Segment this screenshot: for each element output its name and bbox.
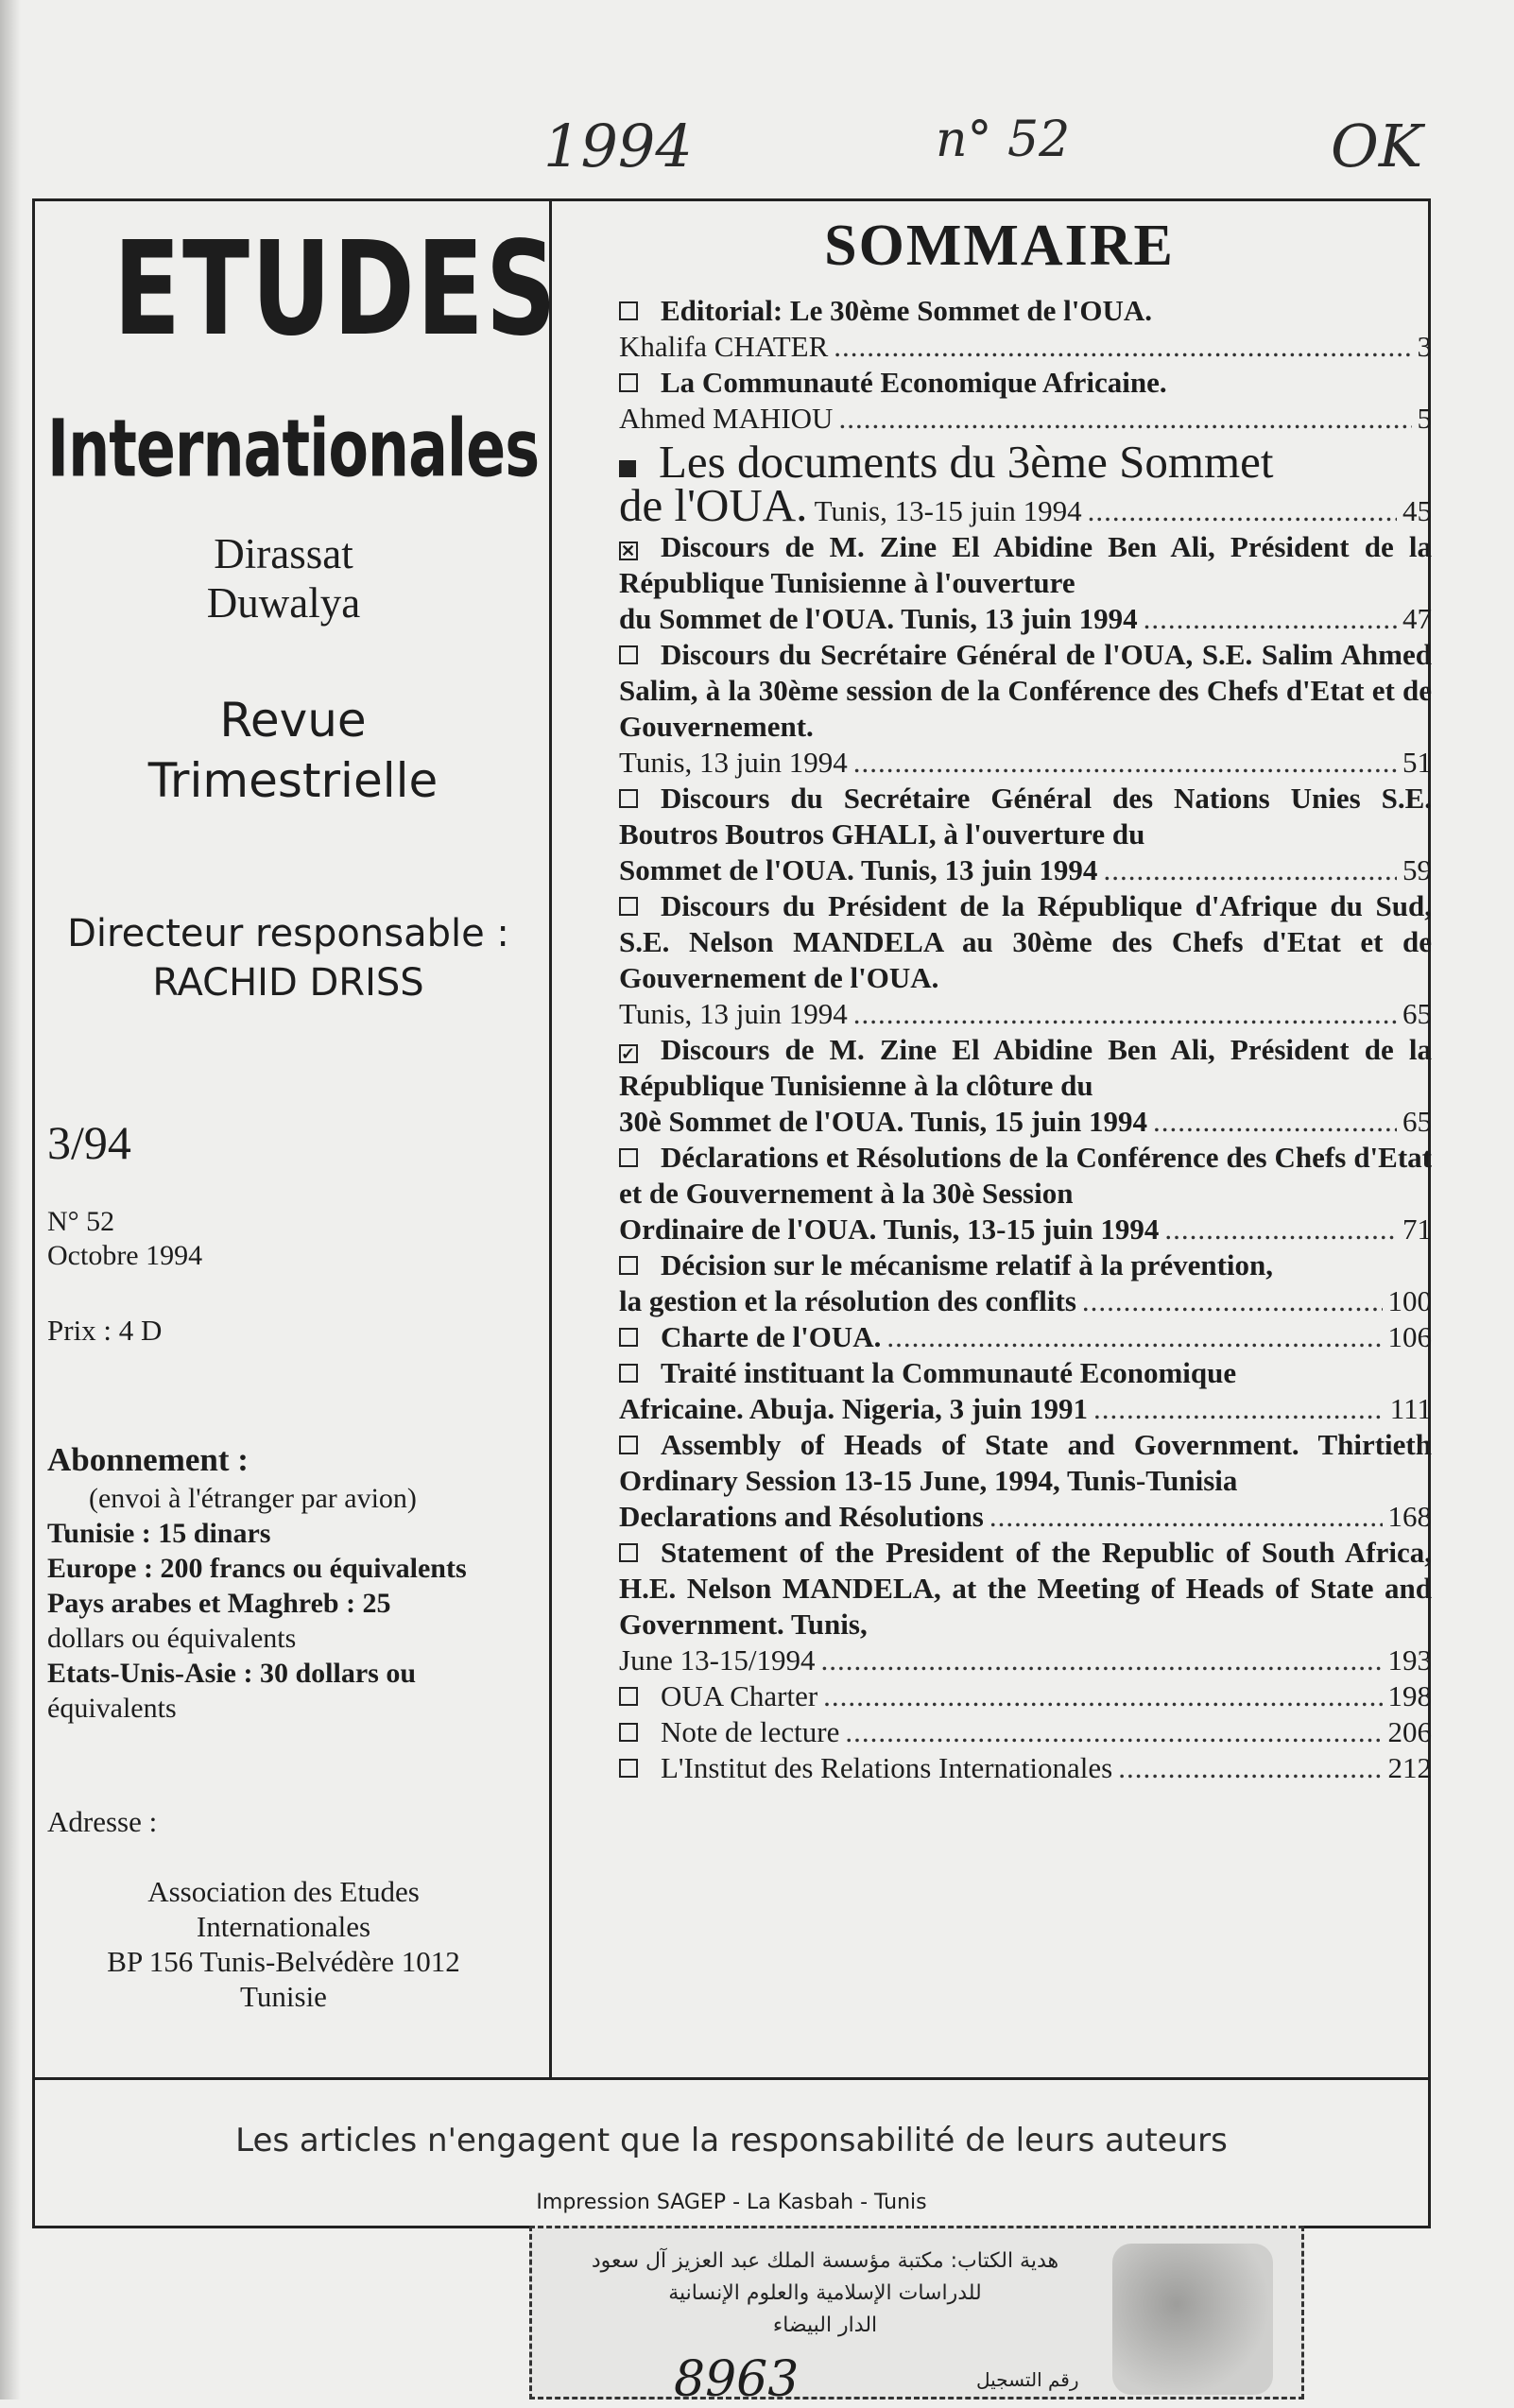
- checkbox-icon: [619, 1723, 638, 1742]
- handwritten-year: 1994: [543, 112, 693, 181]
- toc-page-number: 45: [1402, 494, 1432, 527]
- toc-entry: [619, 888, 1432, 1032]
- toc-entry-last-line: Africaine. Abuja. Nigeria, 3 juin 1991: [619, 1392, 1088, 1425]
- toc-entry-title: Editorial: Le 30ème Sommet de l'OUA.: [661, 294, 1153, 327]
- disclaimer: Les articles n'engagent que la responsabilité de leurs auteurs: [235, 2122, 1228, 2159]
- toc-entry: [619, 1319, 1432, 1355]
- dirassat-line: Dirassat: [214, 530, 353, 577]
- toc-entry-last-line: Declarations and Résolutions: [619, 1500, 984, 1533]
- toc-page-number: 106: [1387, 1320, 1432, 1353]
- toc-page-number: 65: [1402, 1105, 1432, 1138]
- toc-entry-title: Discours du Président de la République d'Afrique du Sud, S.E. Nelson MANDELA au 30ème des Chefs d'Etat et de Gouvernement de l'OUA.: [619, 889, 1432, 994]
- subscription-title: Abonnement :: [47, 1441, 249, 1478]
- toc-page-number: 100: [1387, 1284, 1432, 1317]
- toc-entry: [619, 781, 1432, 888]
- toc-page-number: 168: [1387, 1500, 1432, 1533]
- toc-page-number: 71: [1402, 1213, 1432, 1246]
- checkbox-icon: [619, 1436, 638, 1454]
- toc-section-title: Les documents du 3ème Sommet: [659, 436, 1274, 488]
- toc-entry-title: Assembly of Heads of State and Government. Thirtieth Ordinary Session 13-15 June, 1994, Tunis-Tunisia: [619, 1428, 1432, 1497]
- stamp-line: هدية الكتاب: مكتبة مؤسسة الملك عبد العزيز آل سعود: [591, 2249, 1059, 2273]
- toc-entry-author: Khalifa CHATER: [619, 330, 829, 363]
- toc-page-number: 65: [1402, 997, 1432, 1030]
- toc-entry: [619, 1355, 1432, 1427]
- subscription-line: Europe : 200 francs ou équivalents: [47, 1553, 467, 1584]
- checkbox-icon: [619, 1364, 638, 1383]
- footer-divider: [32, 2077, 1431, 2080]
- handwritten-ok: OK: [1331, 112, 1423, 181]
- directeur-name: RACHID DRISS: [152, 961, 424, 1005]
- directeur-label: Directeur responsable :: [67, 912, 509, 955]
- scan-edge: [0, 0, 21, 2399]
- arabic-title-transliteration: [142, 529, 425, 628]
- handwritten-number: n° 52: [936, 112, 1071, 168]
- table-of-contents: [619, 293, 1432, 1786]
- journal-title-internationales: Internationales: [47, 402, 540, 495]
- toc-entry: [619, 1535, 1432, 1678]
- toc-section-date: Tunis, 13-15 juin 1994: [814, 494, 1082, 527]
- checkbox-icon: [619, 1148, 638, 1167]
- toc-entry-title: L'Institut des Relations Internationales: [661, 1751, 1113, 1784]
- toc-entry: [619, 1032, 1432, 1140]
- stamp-line: للدراسات الإسلامية والعلوم الإنسانية: [668, 2281, 982, 2305]
- journal-title-etudes: ETUDES: [113, 213, 559, 366]
- issue-number: N° 52: [47, 1206, 115, 1237]
- checkbox-icon: [619, 1543, 638, 1562]
- toc-entry-title: Charte de l'OUA.: [661, 1320, 882, 1353]
- toc-page-number: 198: [1387, 1679, 1432, 1712]
- toc-page-number: 47: [1402, 602, 1432, 635]
- filled-square-icon: [619, 460, 636, 477]
- toc-entry-last-line: la gestion et la résolution des conflits: [619, 1284, 1076, 1317]
- subscription-line: Etats-Unis-Asie : 30 dollars ou: [47, 1658, 417, 1689]
- subscription-line: Tunisie : 15 dinars: [47, 1518, 271, 1549]
- toc-entry-title: Statement of the President of the Republic of South Africa, H.E. Nelson MANDELA, at the Meeting of Heads of State and Government. Tunis,: [619, 1536, 1432, 1641]
- subscription-line: équivalents: [47, 1693, 177, 1724]
- checkbox-icon: [619, 789, 638, 808]
- toc-entry-title: Discours du Secrétaire Général de l'OUA, S.E. Salim Ahmed Salim, à la 30ème session de la Conférence des Chefs d'Etat et de Gouvernement.: [619, 638, 1432, 743]
- checkbox-icon: [619, 645, 638, 664]
- toc-entry: [619, 1678, 1432, 1714]
- toc-section-title-end: de l'OUA.: [619, 479, 808, 531]
- checkbox-icon: [619, 897, 638, 916]
- revue-line: Revue: [219, 693, 367, 748]
- stamp-registration-number: 8963: [674, 2351, 800, 2408]
- checkbox-icon: [619, 301, 638, 320]
- stamp-text: [560, 2245, 1090, 2342]
- toc-entry-title: OUA Charter: [661, 1679, 818, 1712]
- duwalya-line: Duwalya: [206, 579, 361, 627]
- subscription-line: (envoi à l'étranger par avion): [89, 1483, 417, 1514]
- checked-box-icon: ✕: [619, 542, 638, 560]
- issue-info: [47, 1205, 202, 1273]
- toc-entry-section: [619, 437, 1432, 529]
- toc-entry: [619, 637, 1432, 781]
- toc-page-number: 59: [1402, 853, 1432, 886]
- address-block: [57, 1874, 510, 2014]
- toc-entry-title: Discours du Secrétaire Général des Nations Unies S.E. Boutros Boutros GHALI, à l'ouverture du: [619, 782, 1432, 851]
- toc-entry: [619, 365, 1432, 437]
- checkbox-icon: [619, 1328, 638, 1347]
- printer-credit: Impression SAGEP - La Kasbah - Tunis: [536, 2191, 927, 2214]
- toc-entry: [619, 1140, 1432, 1247]
- stamp-seal-icon: [1112, 2244, 1273, 2395]
- checkbox-icon: [619, 1256, 638, 1275]
- checkbox-icon: [619, 1759, 638, 1778]
- toc-page-number: 5: [1417, 402, 1432, 435]
- stamp-line: الدار البيضاء: [772, 2313, 878, 2337]
- toc-entry-title: La Communauté Economique Africaine.: [661, 366, 1167, 399]
- toc-entry-title: Note de lecture: [661, 1715, 840, 1748]
- issue-code: 3/94: [47, 1116, 131, 1169]
- toc-entry-title: Déclarations et Résolutions de la Conférence des Chefs d'Etat et de Gouvernement à la 30è Session: [619, 1141, 1432, 1210]
- toc-entry: [619, 529, 1432, 637]
- issue-date: Octobre 1994: [47, 1240, 203, 1271]
- revue-type: [85, 690, 501, 811]
- toc-entry-title: Discours de M. Zine El Abidine Ben Ali, Président de la République Tunisienne à la clôture du: [619, 1033, 1432, 1102]
- address-line: Internationales: [196, 1910, 371, 1943]
- toc-entry: [619, 1714, 1432, 1750]
- toc-entry-last-line: du Sommet de l'OUA. Tunis, 13 juin 1994: [619, 602, 1138, 635]
- toc-page-number: 206: [1387, 1715, 1432, 1748]
- toc-entry-last-line: Sommet de l'OUA. Tunis, 13 juin 1994: [619, 853, 1098, 886]
- toc-entry-last-line: Tunis, 13 juin 1994: [619, 997, 848, 1030]
- subscription-line: dollars ou équivalents: [47, 1623, 297, 1654]
- toc-entry-last-line: June 13-15/1994: [619, 1643, 816, 1677]
- toc-entry-author: Ahmed MAHIOU: [619, 402, 834, 435]
- toc-entry-last-line: Ordinaire de l'OUA. Tunis, 13-15 juin 1994: [619, 1213, 1160, 1246]
- trimestrielle-line: Trimestrielle: [147, 753, 439, 808]
- address-line: Tunisie: [240, 1980, 327, 2013]
- checkbox-icon: [619, 1687, 638, 1706]
- toc-entry: [619, 1427, 1432, 1535]
- checked-box-icon: ✓: [619, 1044, 638, 1063]
- address-line: BP 156 Tunis-Belvédère 1012: [107, 1945, 460, 1978]
- toc-entry: [619, 1750, 1432, 1786]
- toc-entry-title: Traité instituant la Communauté Economique: [661, 1356, 1237, 1389]
- directeur-block: [57, 909, 520, 1007]
- stamp-registration-label: رقم التسجيل: [976, 2368, 1079, 2391]
- subscription-rates: [47, 1481, 539, 1726]
- toc-entry-last-line: 30è Sommet de l'OUA. Tunis, 15 juin 1994: [619, 1105, 1147, 1138]
- toc-entry-title: Décision sur le mécanisme relatif à la prévention,: [661, 1248, 1274, 1281]
- subscription-line: Pays arabes et Maghreb : 25: [47, 1588, 391, 1619]
- toc-page-number: 111: [1389, 1392, 1432, 1425]
- address-line: Association des Etudes: [147, 1875, 420, 1908]
- toc-page-number: 3: [1417, 330, 1432, 363]
- toc-entry-last-line: Tunis, 13 juin 1994: [619, 746, 848, 779]
- toc-page-number: 193: [1387, 1643, 1432, 1677]
- address-label: Adresse :: [47, 1805, 158, 1838]
- toc-page-number: 212: [1387, 1751, 1432, 1784]
- table-of-contents-title: SOMMAIRE: [824, 214, 1175, 278]
- toc-entry: [619, 293, 1432, 365]
- toc-page-number: 51: [1402, 746, 1432, 779]
- price: Prix : 4 D: [47, 1314, 163, 1347]
- library-stamp: [529, 2226, 1304, 2408]
- toc-entry: [619, 1247, 1432, 1319]
- checkbox-icon: [619, 373, 638, 392]
- toc-entry-title: Discours de M. Zine El Abidine Ben Ali, Président de la République Tunisienne à l'ouverture: [619, 530, 1432, 599]
